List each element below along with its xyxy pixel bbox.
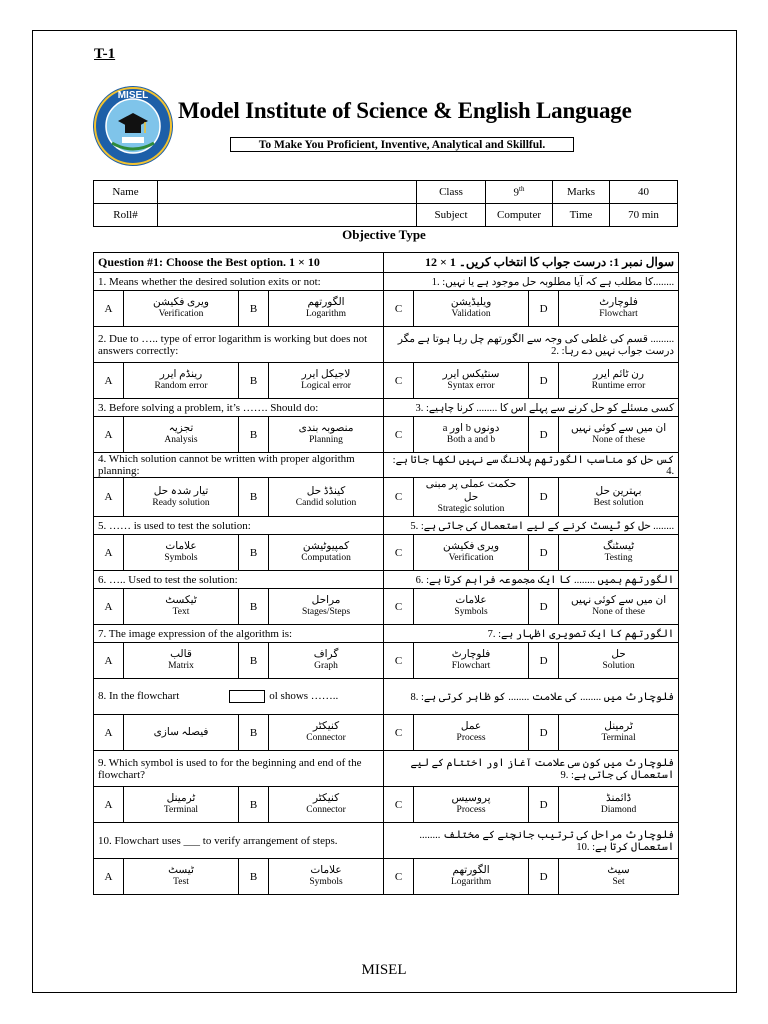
option-letter: D bbox=[529, 859, 559, 895]
footer-text: MISEL bbox=[361, 962, 407, 978]
option-a[interactable] bbox=[124, 363, 239, 399]
time-value: 70 min bbox=[610, 204, 678, 227]
option-text-ur: الگورتھم bbox=[307, 297, 345, 308]
option-text-ur: تیار شدہ حل bbox=[153, 485, 209, 497]
option-a[interactable] bbox=[124, 535, 239, 571]
option-text-en: Testing bbox=[604, 553, 633, 564]
option-letter: A bbox=[94, 859, 124, 895]
option-c[interactable] bbox=[414, 535, 529, 571]
time-label: Time bbox=[553, 204, 610, 227]
option-text-ur: ٹرمینل bbox=[604, 721, 633, 733]
option-letter: C bbox=[384, 478, 414, 517]
option-text-ur: ٹرمینل bbox=[166, 793, 196, 805]
option-b[interactable] bbox=[269, 363, 384, 399]
roll-field[interactable] bbox=[158, 204, 417, 227]
option-text-en: Text bbox=[172, 607, 190, 618]
option-text-en: Logical error bbox=[301, 381, 351, 392]
option-text-en: Verification bbox=[448, 553, 494, 564]
option-a[interactable] bbox=[124, 291, 239, 327]
option-d[interactable] bbox=[559, 715, 679, 751]
option-letter: D bbox=[529, 417, 559, 453]
option-letter: C bbox=[384, 715, 414, 751]
class-label: Class bbox=[417, 181, 486, 204]
option-letter: C bbox=[384, 643, 414, 679]
option-text-ur: کنیکٹر bbox=[312, 721, 340, 733]
question-text-ur: فلوچارٹ مراحل کی ترتیب جانچنے کے مختلف ........ استعمال کرتا ہے: .10 bbox=[384, 823, 679, 859]
option-text-ur: فیصلہ سازی bbox=[153, 727, 209, 739]
option-text-ur: قالب bbox=[170, 649, 192, 661]
option-text-ur: کمپیوٹیشن bbox=[302, 541, 350, 553]
option-text-en: Computation bbox=[301, 553, 351, 564]
option-b[interactable] bbox=[269, 478, 384, 517]
option-text-ur: فلوچارٹ bbox=[451, 649, 491, 661]
option-text-en: Solution bbox=[602, 661, 635, 672]
option-text-ur: علامات bbox=[165, 541, 197, 553]
test-code: T-1 bbox=[94, 46, 116, 62]
option-d[interactable] bbox=[559, 589, 679, 625]
option-b[interactable] bbox=[269, 859, 384, 895]
option-text-en: Syntax error bbox=[447, 381, 495, 392]
option-text-en: Ready solution bbox=[152, 497, 210, 508]
subject-value: Computer bbox=[486, 204, 553, 227]
option-letter: A bbox=[94, 291, 124, 327]
option-text-en: Strategic solution bbox=[437, 504, 505, 515]
marks-value: 40 bbox=[610, 181, 678, 204]
question-header-ur: سوال نمبر 1: درست جواب کا انتخاب کریں۔ 1 × 12 bbox=[384, 253, 679, 273]
option-letter: B bbox=[239, 589, 269, 625]
option-letter: D bbox=[529, 787, 559, 823]
option-letter: B bbox=[239, 787, 269, 823]
option-d[interactable] bbox=[559, 291, 679, 327]
option-d[interactable] bbox=[559, 478, 679, 517]
option-letter: D bbox=[529, 589, 559, 625]
option-c[interactable] bbox=[414, 291, 529, 327]
option-text-en: Logarithm bbox=[450, 877, 492, 888]
option-text-ur: سیٹ bbox=[607, 865, 630, 877]
option-text-ur: گراف bbox=[313, 649, 339, 661]
option-text-en: Symbols bbox=[164, 553, 198, 564]
question-text-en: 4. Which solution cannot be written with proper algorithm planning: bbox=[94, 453, 384, 478]
option-letter: A bbox=[94, 478, 124, 517]
question-row bbox=[94, 399, 679, 417]
option-text-ur: رینڈم ایرر bbox=[159, 369, 203, 380]
questions-table bbox=[93, 252, 679, 895]
option-letter: C bbox=[384, 535, 414, 571]
option-text-ur: ویری فکیشن bbox=[153, 297, 209, 308]
option-c[interactable] bbox=[414, 715, 529, 751]
option-letter: A bbox=[94, 417, 124, 453]
option-text-ur: ٹیسٹ bbox=[168, 865, 194, 877]
question-text-ur: کس حل کو مناسب الگورتھم پلاننگ سے نہیں لکھا جاتا ہے: .4 bbox=[384, 453, 679, 478]
name-field[interactable] bbox=[158, 181, 417, 204]
option-text-en: Process bbox=[456, 805, 486, 816]
option-letter: A bbox=[94, 589, 124, 625]
option-text-en: None of these bbox=[592, 607, 645, 618]
option-text-en: Analysis bbox=[164, 435, 198, 446]
option-text-en: Flowchart bbox=[451, 661, 491, 672]
option-text-en: Stages/Steps bbox=[302, 607, 351, 618]
option-text-ur: a اور b دونوں bbox=[442, 423, 500, 434]
option-d[interactable] bbox=[559, 535, 679, 571]
question-row bbox=[94, 517, 679, 535]
option-letter: C bbox=[384, 291, 414, 327]
option-letter: D bbox=[529, 535, 559, 571]
option-a[interactable] bbox=[124, 478, 239, 517]
option-text-en: Best solution bbox=[593, 497, 644, 508]
option-text-en: None of these bbox=[592, 435, 645, 446]
option-letter: B bbox=[239, 417, 269, 453]
question-text-en: 6. ….. Used to test the solution: bbox=[94, 571, 384, 589]
option-text-en: Verification bbox=[158, 309, 204, 320]
option-letter: B bbox=[239, 363, 269, 399]
question-row bbox=[94, 453, 679, 478]
option-text-en: Logarithm bbox=[305, 309, 347, 320]
question-text-en: 8. In the flowchart ol shows …….. bbox=[94, 679, 384, 715]
option-c[interactable] bbox=[414, 643, 529, 679]
option-text-ur: سنٹیکس ایرر bbox=[442, 369, 500, 380]
question-header-en: Question #1: Choose the Best option. 1 × 10 bbox=[94, 253, 384, 273]
misel-logo bbox=[92, 85, 174, 167]
option-text-ur: بہترین حل bbox=[595, 485, 642, 497]
question-text-en: 1. Means whether the desired solution exits or not: bbox=[94, 273, 384, 291]
option-text-en: Random error bbox=[154, 381, 208, 392]
question-text-ur: الگورتھم کا ایک تصویری اظہار ہے: .7 bbox=[384, 625, 679, 643]
option-a[interactable] bbox=[124, 643, 239, 679]
option-c[interactable] bbox=[414, 417, 529, 453]
option-text-en: Diamond bbox=[600, 805, 637, 816]
option-letter: B bbox=[239, 715, 269, 751]
option-text-ur: پروسیس bbox=[451, 793, 491, 805]
options-row bbox=[94, 643, 679, 679]
question-text-ur: الگورتھم ہمیں ........ کا ایک مجموعہ فراہم کرتا ہے: .6 bbox=[384, 571, 679, 589]
option-text-en: Test bbox=[173, 877, 189, 888]
option-letter: A bbox=[94, 715, 124, 751]
option-text-en: Connector bbox=[306, 733, 346, 744]
question-row bbox=[94, 571, 679, 589]
option-text-ur: ان میں سے کوئی نہیں bbox=[570, 595, 667, 607]
option-b[interactable] bbox=[269, 589, 384, 625]
option-letter: B bbox=[239, 478, 269, 517]
class-value: 9th bbox=[486, 181, 553, 204]
option-text-en: Planning bbox=[309, 435, 343, 446]
option-letter: D bbox=[529, 478, 559, 517]
option-text-ur: فلوچارٹ bbox=[599, 297, 638, 308]
option-c[interactable] bbox=[414, 363, 529, 399]
symbol-placeholder bbox=[229, 690, 265, 703]
options-row bbox=[94, 859, 679, 895]
option-text-ur: حکمت عملی پر مبنی حل bbox=[425, 479, 517, 504]
option-a[interactable] bbox=[124, 859, 239, 895]
option-letter: C bbox=[384, 589, 414, 625]
option-b[interactable] bbox=[269, 291, 384, 327]
option-letter: D bbox=[529, 291, 559, 327]
option-text-en: Candid solution bbox=[295, 497, 357, 508]
option-text-ur: علامات bbox=[310, 865, 342, 877]
option-d[interactable] bbox=[559, 859, 679, 895]
option-text-ur: الگورتھم bbox=[452, 865, 490, 877]
option-b[interactable] bbox=[269, 715, 384, 751]
options-row bbox=[94, 589, 679, 625]
option-a[interactable] bbox=[124, 417, 239, 453]
option-letter: D bbox=[529, 643, 559, 679]
question-row bbox=[94, 751, 679, 787]
option-letter: B bbox=[239, 535, 269, 571]
option-text-ur: تجزیہ bbox=[168, 423, 194, 434]
option-text-en: Matrix bbox=[168, 661, 194, 672]
option-text-ur: منصوبہ بندی bbox=[298, 423, 354, 434]
option-text-ur: ویری فکیشن bbox=[443, 541, 500, 553]
option-letter: A bbox=[94, 643, 124, 679]
question-text-ur: فلوچارٹ میں کون سی علامت آغاز اور اختتام کے لیے استعمال کی جاتی ہے: .9 bbox=[384, 751, 679, 787]
question-text-en: 3. Before solving a problem, it’s ……. Should do: bbox=[94, 399, 384, 417]
option-text-ur: مراحل bbox=[311, 595, 341, 607]
option-text-en: Process bbox=[456, 733, 486, 744]
institute-name: Model Institute of Science & English Language bbox=[178, 98, 632, 123]
option-b[interactable] bbox=[269, 417, 384, 453]
option-text-ur: کینڈڈ حل bbox=[306, 485, 346, 497]
option-c[interactable] bbox=[414, 478, 529, 517]
option-a[interactable] bbox=[124, 787, 239, 823]
option-letter: C bbox=[384, 417, 414, 453]
option-letter: D bbox=[529, 363, 559, 399]
option-d[interactable] bbox=[559, 643, 679, 679]
option-text-ur: ویلیڈیشن bbox=[450, 297, 492, 308]
options-row bbox=[94, 535, 679, 571]
option-text-ur: رن ٹائم ایرر bbox=[593, 369, 644, 380]
option-b[interactable] bbox=[269, 643, 384, 679]
option-b[interactable] bbox=[269, 787, 384, 823]
option-a[interactable] bbox=[124, 715, 239, 751]
options-row bbox=[94, 715, 679, 751]
question-text-ur: ......... قسم کی غلطی کی وجہ سے الگورتھم چل رہا ہوتا ہے مگر درست جواب نہیں دے رہا: .2 bbox=[384, 327, 679, 363]
section-title: Objective Type bbox=[342, 227, 426, 242]
option-c[interactable] bbox=[414, 787, 529, 823]
name-label: Name bbox=[94, 181, 158, 204]
option-letter: A bbox=[94, 363, 124, 399]
options-row bbox=[94, 291, 679, 327]
question-row bbox=[94, 625, 679, 643]
option-letter: C bbox=[384, 787, 414, 823]
option-text-en: Terminal bbox=[163, 805, 199, 816]
option-text-ur: حل bbox=[611, 649, 626, 661]
question-text-ur: ........ حل کو ٹیسٹ کرنے کے لیے استعمال کی جاتی ہے: .5 bbox=[384, 517, 679, 535]
option-text-en: Validation bbox=[451, 309, 491, 320]
question-text-en: 9. Which symbol is used to for the beginning and end of the flowchart? bbox=[94, 751, 384, 787]
option-text-ur: ان میں سے کوئی نہیں bbox=[570, 423, 667, 434]
option-text-en: Symbols bbox=[309, 877, 343, 888]
options-row bbox=[94, 478, 679, 517]
options-row bbox=[94, 787, 679, 823]
option-d[interactable] bbox=[559, 363, 679, 399]
question-text-ur: کسی مسئلے کو حل کرنے سے پہلے اس کا ........ کرنا چاہیے: .3 bbox=[384, 399, 679, 417]
roll-label: Roll# bbox=[94, 204, 158, 227]
option-text-en: Both a and b bbox=[446, 435, 496, 446]
option-b[interactable] bbox=[269, 535, 384, 571]
option-text-en: Symbols bbox=[454, 607, 488, 618]
option-text-ur: ڈائمنڈ bbox=[605, 793, 632, 805]
option-c[interactable] bbox=[414, 859, 529, 895]
logo-text: MISEL bbox=[117, 90, 149, 101]
option-a[interactable] bbox=[124, 589, 239, 625]
option-c[interactable] bbox=[414, 589, 529, 625]
question-row bbox=[94, 679, 679, 715]
option-letter: C bbox=[384, 363, 414, 399]
option-d[interactable] bbox=[559, 417, 679, 453]
question-text-en: 2. Due to ….. type of error logarithm is working but does not answers correctly: bbox=[94, 327, 384, 363]
option-text-ur: ٹیسٹنگ bbox=[602, 541, 635, 553]
question-row bbox=[94, 273, 679, 291]
option-text-en: Terminal bbox=[601, 733, 636, 744]
question-row bbox=[94, 327, 679, 363]
option-letter: A bbox=[94, 535, 124, 571]
option-text-ur: علامات bbox=[455, 595, 487, 607]
options-row bbox=[94, 363, 679, 399]
subject-label: Subject bbox=[417, 204, 486, 227]
option-text-ur: کنیکٹر bbox=[312, 793, 340, 805]
option-letter: B bbox=[239, 859, 269, 895]
option-letter: B bbox=[239, 291, 269, 327]
option-text-en: Flowchart bbox=[599, 309, 638, 320]
option-letter: D bbox=[529, 715, 559, 751]
option-text-en: Connector bbox=[306, 805, 346, 816]
option-letter: C bbox=[384, 859, 414, 895]
question-text-ur: فلوچارٹ میں ........ کی علامت ........ کو ظاہر کرتی ہے: .8 bbox=[384, 679, 679, 715]
marks-label: Marks bbox=[553, 181, 610, 204]
option-d[interactable] bbox=[559, 787, 679, 823]
student-info-table bbox=[93, 180, 678, 227]
institute-motto: To Make You Proficient, Inventive, Analytical and Skillful. bbox=[230, 137, 574, 152]
question-text-en: 7. The image expression of the algorithm is: bbox=[94, 625, 384, 643]
option-letter: A bbox=[94, 787, 124, 823]
option-text-en: Set bbox=[612, 877, 625, 888]
question-text-ur: ........کا مطلب ہے کہ آیا مطلوبہ حل موجود ہے یا نہیں: .1 bbox=[384, 273, 679, 291]
option-text-ur: عمل bbox=[460, 721, 482, 733]
question-text-en: 10. Flowchart uses ___ to verify arrangement of steps. bbox=[94, 823, 384, 859]
option-text-en: Runtime error bbox=[591, 381, 646, 392]
options-row bbox=[94, 417, 679, 453]
option-text-en: Graph bbox=[314, 661, 338, 672]
question-text-en: 5. …… is used to test the solution: bbox=[94, 517, 384, 535]
option-text-ur: ٹیکسٹ bbox=[165, 595, 197, 607]
option-letter: B bbox=[239, 643, 269, 679]
option-text-ur: لاجیکل ایرر bbox=[301, 369, 351, 380]
question-row bbox=[94, 823, 679, 859]
